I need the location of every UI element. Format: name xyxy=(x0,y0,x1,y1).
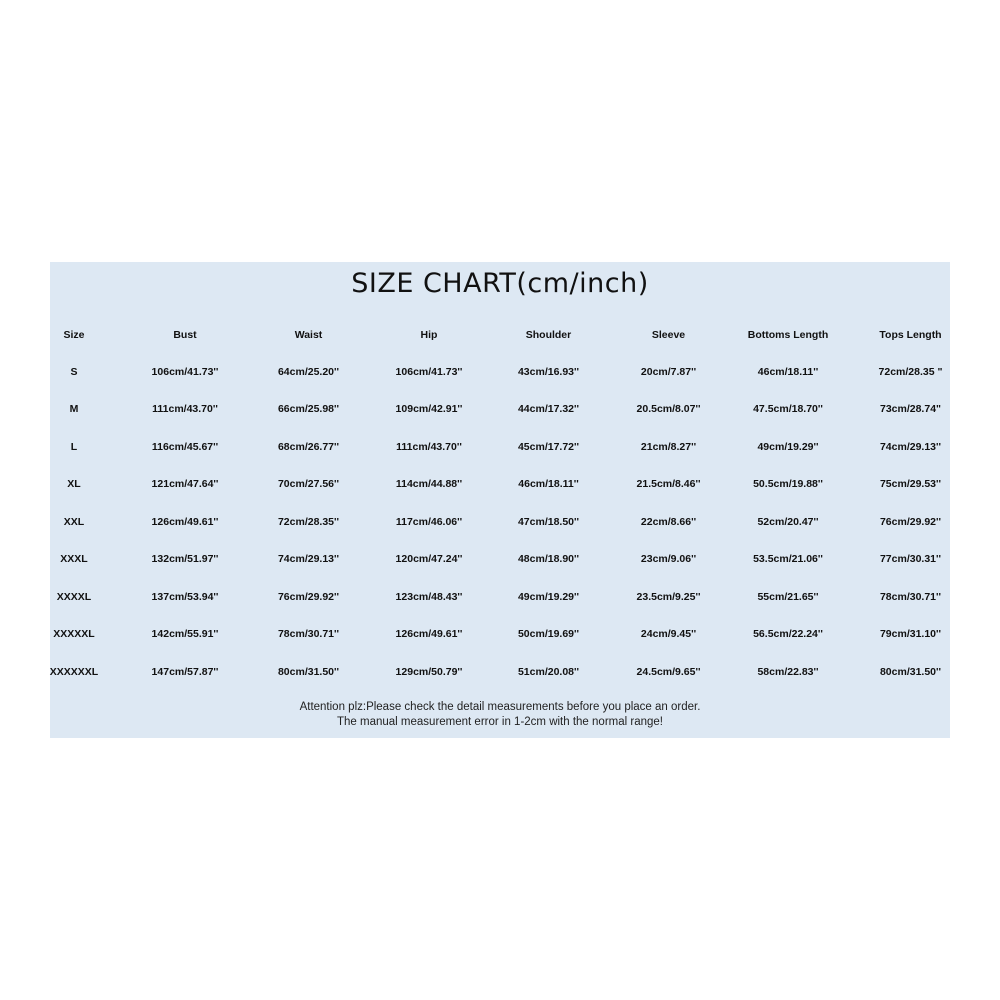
header-size: Size xyxy=(63,328,85,341)
cell-size: S xyxy=(70,365,78,378)
cell-hip: 114cm/44.88'' xyxy=(395,478,463,491)
cell-bottoms-length: 53.5cm/21.06'' xyxy=(753,553,823,566)
cell-shoulder: 43cm/16.93'' xyxy=(517,365,580,378)
cell-shoulder: 46cm/18.11'' xyxy=(518,478,579,491)
cell-waist: 64cm/25.20'' xyxy=(277,365,340,378)
cell-shoulder: 48cm/18.90'' xyxy=(517,553,580,566)
cell-waist: 66cm/25.98'' xyxy=(277,403,340,416)
cell-size: XL xyxy=(67,478,81,491)
cell-hip: 109cm/42.91'' xyxy=(395,403,463,416)
cell-size: XXXXXXL xyxy=(49,665,99,678)
cell-shoulder: 49cm/19.29'' xyxy=(517,590,580,603)
cell-hip: 106cm/41.73'' xyxy=(395,365,463,378)
cell-waist: 70cm/27.56'' xyxy=(277,478,340,491)
cell-hip: 120cm/47.24'' xyxy=(395,553,463,566)
attention-note xyxy=(50,700,950,730)
cell-size: M xyxy=(69,403,79,416)
cell-shoulder: 45cm/17.72'' xyxy=(517,440,580,453)
header-bust: Bust xyxy=(173,328,197,341)
cell-size: L xyxy=(70,440,78,453)
cell-bust: 137cm/53.94'' xyxy=(151,590,219,603)
cell-bottoms-length: 47.5cm/18.70'' xyxy=(753,403,823,416)
cell-hip: 126cm/49.61'' xyxy=(395,628,463,641)
table-row xyxy=(22,466,970,504)
header-shoulder: Shoulder xyxy=(525,328,572,341)
table-row xyxy=(22,541,970,579)
cell-sleeve: 24cm/9.45'' xyxy=(640,628,697,641)
cell-tops-length: 74cm/29.13'' xyxy=(879,440,942,453)
cell-shoulder: 44cm/17.32'' xyxy=(517,403,580,416)
table-row xyxy=(22,653,970,691)
table-row xyxy=(22,578,970,616)
cell-sleeve: 20.5cm/8.07'' xyxy=(636,403,701,416)
cell-waist: 78cm/30.71'' xyxy=(277,628,340,641)
cell-bottoms-length: 49cm/19.29'' xyxy=(757,440,819,453)
cell-shoulder: 50cm/19.69'' xyxy=(517,628,580,641)
cell-size: XXXL xyxy=(60,553,88,566)
cell-bottoms-length: 58cm/22.83'' xyxy=(757,665,819,678)
cell-bust: 106cm/41.73'' xyxy=(151,365,219,378)
header-sleeve: Sleeve xyxy=(651,328,686,341)
cell-bust: 116cm/45.67'' xyxy=(151,440,219,453)
cell-sleeve: 22cm/8.66'' xyxy=(640,515,697,528)
cell-tops-length: 79cm/31.10'' xyxy=(879,628,942,641)
cell-waist: 68cm/26.77'' xyxy=(277,440,340,453)
size-rows xyxy=(22,353,970,691)
cell-sleeve: 24.5cm/9.65'' xyxy=(636,665,701,678)
header-row xyxy=(22,316,970,353)
table-row xyxy=(22,428,970,466)
cell-bust: 147cm/57.87'' xyxy=(151,665,219,678)
cell-hip: 111cm/43.70'' xyxy=(396,440,462,453)
cell-bottoms-length: 46cm/18.11'' xyxy=(757,365,819,378)
cell-bust: 111cm/43.70'' xyxy=(152,403,218,416)
cell-tops-length: 77cm/30.31'' xyxy=(879,553,942,566)
cell-bottoms-length: 52cm/20.47'' xyxy=(757,515,819,528)
cell-sleeve: 23.5cm/9.25'' xyxy=(636,590,701,603)
cell-sleeve: 20cm/7.87'' xyxy=(640,365,697,378)
size-chart-table xyxy=(22,316,970,691)
cell-waist: 76cm/29.92'' xyxy=(277,590,340,603)
cell-bust: 121cm/47.64'' xyxy=(151,478,219,491)
size-chart-title: SIZE CHART(cm/inch) xyxy=(351,268,649,299)
cell-bottoms-length: 55cm/21.65'' xyxy=(757,590,819,603)
cell-waist: 80cm/31.50'' xyxy=(277,665,340,678)
cell-tops-length: 73cm/28.74" xyxy=(879,403,942,416)
cell-hip: 123cm/48.43'' xyxy=(395,590,463,603)
table-row xyxy=(22,353,970,391)
cell-bottoms-length: 50.5cm/19.88'' xyxy=(753,478,823,491)
note-line-1: Attention plz:Please check the detail measurements before you place an order. xyxy=(299,701,701,713)
cell-size: XXL xyxy=(63,515,85,528)
cell-sleeve: 21cm/8.27'' xyxy=(640,440,697,453)
cell-tops-length: 72cm/28.35 " xyxy=(878,365,943,378)
header-hip: Hip xyxy=(420,328,438,341)
cell-bust: 142cm/55.91'' xyxy=(151,628,219,641)
cell-size: XXXXXL xyxy=(53,628,95,641)
note-line-2: The manual measurement error in 1-2cm with the normal range! xyxy=(337,716,663,728)
table-row xyxy=(22,616,970,654)
header-waist: Waist xyxy=(294,328,323,341)
cell-waist: 72cm/28.35'' xyxy=(277,515,340,528)
cell-hip: 117cm/46.06'' xyxy=(395,515,463,528)
cell-size: XXXXL xyxy=(56,590,92,603)
cell-tops-length: 75cm/29.53'' xyxy=(879,478,942,491)
size-chart-panel xyxy=(50,262,950,738)
cell-bust: 126cm/49.61'' xyxy=(151,515,219,528)
header-tops-length: Tops Length xyxy=(879,328,942,341)
cell-shoulder: 47cm/18.50'' xyxy=(517,515,580,528)
table-row xyxy=(22,503,970,541)
table-row xyxy=(22,391,970,429)
cell-hip: 129cm/50.79'' xyxy=(395,665,463,678)
cell-tops-length: 78cm/30.71'' xyxy=(879,590,942,603)
cell-shoulder: 51cm/20.08'' xyxy=(517,665,580,678)
cell-sleeve: 23cm/9.06'' xyxy=(640,553,697,566)
cell-tops-length: 80cm/31.50'' xyxy=(879,665,942,678)
cell-bust: 132cm/51.97'' xyxy=(151,553,219,566)
cell-sleeve: 21.5cm/8.46'' xyxy=(636,478,701,491)
cell-tops-length: 76cm/29.92'' xyxy=(879,515,942,528)
cell-waist: 74cm/29.13'' xyxy=(277,553,340,566)
cell-bottoms-length: 56.5cm/22.24'' xyxy=(753,628,823,641)
header-bottoms-length: Bottoms Length xyxy=(747,328,829,341)
